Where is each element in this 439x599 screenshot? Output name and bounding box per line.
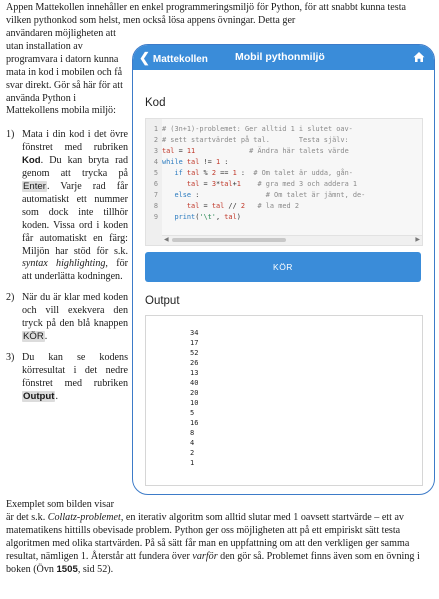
scroll-left-icon[interactable]: ◀ [164, 236, 169, 243]
output-line: 16 [190, 419, 199, 427]
step-1-text-a: Mata i din kod i det övre fönstret med rubriken [22, 129, 128, 154]
code-section-label: Kod [145, 97, 166, 109]
outro-collatz-term: Collatz-problemet [47, 511, 121, 523]
step-2-number: 2) [6, 292, 15, 304]
outro-text-3: den gör så. Problemet finns även som en övning i boken (Övn [6, 550, 420, 575]
code-line [146, 201, 365, 212]
code-token: : [220, 158, 229, 166]
code-token: : [236, 169, 254, 177]
code-token: tal [220, 180, 233, 188]
code-token [162, 180, 187, 188]
step-1 [6, 129, 128, 284]
line-number: 1 [153, 125, 158, 133]
code-token: tal [186, 169, 200, 177]
code-line [146, 157, 365, 168]
step-1-text-c: . Varje rad får automatiskt ett nummer som dock inte tillhör koden. Vissa ord i koden får automatiskt en färg: Miljön har stöd för s.k. [22, 180, 128, 257]
output-section-label: Output [145, 295, 180, 307]
step-2-text-a: När du är klar med koden och vill exekvera den tryck på den blå knappen [22, 292, 128, 330]
scrollbar-thumb[interactable] [172, 238, 286, 242]
step-1-kod-term: Kod [22, 155, 41, 167]
code-line [146, 146, 365, 157]
intro-paragraph: Appen Mattekollen innehåller en enkel programmeringsmiljö för Python, för att snabbt kunna testa vilken pythonkod som helst, men också lösa appens övningar. Detta ger [6, 2, 407, 26]
code-line [146, 124, 365, 135]
code-line [146, 168, 365, 179]
outro-text-2: , en iterativ algoritm som alltid slutar med 1 oavsett startvärde – ett av matematikens hittills obevisade problem. Python ger oss möjligheten att på ett empiriskt sätt testa algoritmen med olika startvärden. På så sätt får man en uppfattning om att den verkligen ger samma resultat, nämligen 1. Återstår att fundera över [6, 511, 410, 562]
code-token: == [215, 169, 233, 177]
code-token [162, 213, 174, 221]
code-token: 1 [232, 169, 237, 177]
code-token: # Om talet är jämnt, de- [265, 191, 366, 199]
code-token: else [174, 191, 192, 199]
line-number: 7 [153, 191, 158, 199]
code-token: * [215, 180, 221, 188]
code-token: % [199, 169, 212, 177]
code-token: = [199, 202, 212, 210]
output-line: 2 [190, 449, 195, 457]
output-line: 10 [190, 399, 199, 407]
outro-lead: Exemplet som bilden visar [6, 499, 114, 510]
code-token: ) [236, 213, 241, 221]
code-line [146, 179, 365, 190]
instructions-column [6, 28, 128, 403]
code-token: ( [195, 213, 200, 221]
line-number: 8 [153, 202, 158, 210]
code-token: 2 [240, 202, 246, 210]
code-token: + [232, 180, 237, 188]
chevron-left-icon: ❮ [139, 50, 150, 65]
line-number: 5 [153, 169, 158, 177]
step-1-text-b: . Du kan bryta rad genom att trycka på [22, 155, 128, 180]
home-icon[interactable] [413, 51, 425, 63]
output-line: 20 [190, 389, 199, 397]
code-token: != [199, 158, 216, 166]
step-1-number: 1) [6, 129, 15, 141]
step-1-enter-key: Enter [23, 180, 46, 192]
code-lines [146, 124, 365, 223]
code-token: tal [186, 202, 200, 210]
run-button[interactable]: KÖR [145, 252, 421, 282]
step-2 [6, 292, 128, 344]
step-3 [6, 352, 128, 404]
output-lines [190, 328, 198, 468]
step-2-text-b: . [44, 330, 48, 342]
back-button[interactable] [139, 50, 208, 66]
step-3-output-term: Output [23, 390, 55, 402]
output-panel [145, 315, 423, 486]
output-line: 5 [190, 409, 195, 417]
output-line: 40 [190, 379, 199, 387]
output-line: 1 [190, 459, 195, 467]
code-token: tal [186, 180, 200, 188]
code-token: 1 [236, 180, 241, 188]
app-title: Mobil pythonmiljö [235, 51, 325, 63]
code-token: : [191, 191, 266, 199]
horizontal-scrollbar[interactable] [162, 235, 422, 245]
code-token [245, 202, 257, 210]
line-number: 9 [153, 213, 158, 221]
step-1-text-d: , för att underlätta kodningen. [22, 258, 128, 283]
code-token [241, 180, 258, 188]
code-line [146, 190, 365, 201]
outro-varfor-term: varför [192, 550, 218, 562]
output-line: 4 [190, 439, 195, 447]
step-2-kor-term: KÖR [23, 330, 44, 342]
code-token: print [174, 213, 196, 221]
back-button-label: Mattekollen [152, 54, 208, 65]
code-token: # sett startvärdet på tal. Testa själv: [162, 136, 349, 144]
instructions-lead: användaren möjligheten att utan installation av programvara i datorn kunna mata in kod i mobilen och få svar direkt. Gör så här för att använda Python i Mattekollens mobila miljö: [6, 28, 123, 117]
step-3-text-a: Du kan se kodens körresultat i det nedre fönstret med rubriken [22, 351, 128, 389]
code-token [162, 169, 174, 177]
code-token: # (3n+1)-problemet: Ger alltid 1 i slutet oav- [162, 125, 353, 133]
output-line: 26 [190, 359, 199, 367]
code-token: # Om talet är udda, gån- [253, 169, 353, 177]
app-bar [133, 45, 434, 70]
code-token [195, 147, 249, 155]
code-token: tal [162, 147, 175, 155]
code-token: // [224, 202, 241, 210]
code-token: 3 [211, 180, 216, 188]
code-token: 2 [211, 169, 216, 177]
code-token [162, 202, 187, 210]
scroll-right-icon[interactable]: ▶ [415, 236, 420, 243]
code-token: while [162, 158, 183, 166]
step-3-text-b: . [55, 390, 58, 402]
outro-exercise-number: 1505 [56, 563, 78, 575]
code-token: 1 [215, 158, 221, 166]
output-line: 34 [190, 329, 199, 337]
code-token: # gra med 3 och addera 1 [257, 180, 358, 188]
code-token: tal [186, 158, 200, 166]
code-token: if [174, 169, 183, 177]
outro-paragraph [6, 499, 433, 576]
code-token: , [215, 213, 225, 221]
code-editor[interactable] [145, 118, 423, 246]
line-number: 3 [153, 147, 158, 155]
phone-mockup [132, 44, 435, 495]
output-line: 52 [190, 349, 199, 357]
step-3-number: 3) [6, 351, 15, 363]
step-1-syntax-term: syntax highlighting [22, 258, 106, 270]
code-line [146, 135, 365, 146]
line-number: 2 [153, 136, 158, 144]
code-token: = [174, 147, 187, 155]
line-number: 4 [153, 158, 158, 166]
output-line: 8 [190, 429, 195, 437]
code-token: tal [224, 213, 237, 221]
code-token: tal [211, 202, 225, 210]
code-token: # Ändra här talets värde [249, 147, 349, 155]
line-number: 6 [153, 180, 158, 188]
code-token: # la med 2 [257, 202, 299, 210]
output-line: 13 [190, 369, 199, 377]
code-token: = [199, 180, 212, 188]
code-token: '\t' [199, 213, 216, 221]
outro-text-4: , sid 52). [77, 563, 114, 575]
code-token: 11 [186, 147, 196, 155]
code-line [146, 212, 365, 223]
code-token [162, 191, 174, 199]
output-line: 17 [190, 339, 199, 347]
outro-text-1: är det s.k. [6, 511, 48, 523]
